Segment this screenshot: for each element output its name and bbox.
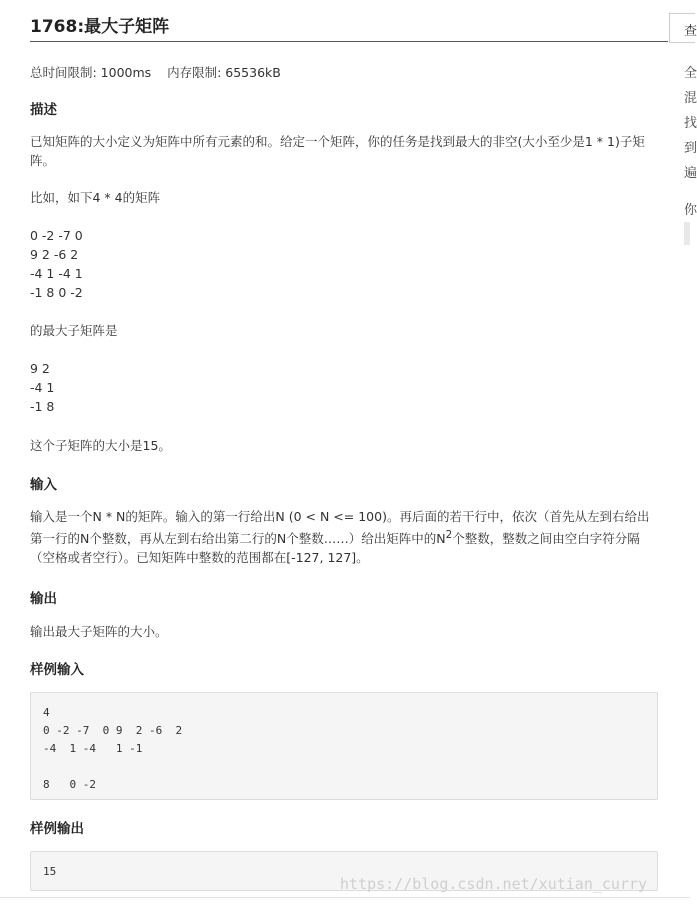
sidebar-tab-label: 查: [684, 24, 697, 39]
matrix-line: 9 2 -6 2: [30, 247, 79, 262]
sample-input-code: 4 0 -2 -7 0 9 2 -6 2 -4 1 -4 1 -1 8 0 -2: [43, 706, 183, 791]
description-heading: 描述: [30, 102, 57, 118]
watermark-text: https://blog.csdn.net/xutian_curry: [340, 875, 648, 893]
submatrix-line: -4 1: [30, 380, 55, 395]
input-heading: 输入: [30, 477, 57, 493]
output-heading: 输出: [30, 591, 57, 607]
submatrix-size-text: 这个子矩阵的大小是15。: [30, 438, 171, 453]
page-title: 1768:最大子矩阵: [30, 17, 170, 37]
sample-input-heading: 样例输入: [30, 662, 84, 678]
sidebar-fragment: 混: [684, 91, 697, 106]
description-paragraph: 已知矩阵的大小定义为矩阵中所有元素的和。给定一个矩阵，你的任务是找到最大的非空(大小至少是1 * 1)子矩阵。: [30, 134, 645, 168]
sidebar-fragment: 遍: [684, 166, 697, 181]
matrix-line: 0 -2 -7 0: [30, 228, 83, 243]
submatrix-line: -1 8: [30, 399, 55, 414]
input-text-part2: 个整数，整数之间由空白字符分隔（空格或者空行）。已知矩阵中整数的范围都在[-127, 127]。: [30, 531, 640, 566]
right-sidebar: [669, 0, 697, 905]
sidebar-fragment: 到: [684, 141, 697, 156]
input-superscript: 2: [445, 529, 453, 541]
sample-output-code: 15: [43, 865, 57, 878]
input-text-part1: 输入是一个N * N的矩阵。输入的第一行给出N (0 < N <= 100)。再后面的若干行中，依次（首先从左到右给出第一行的N个整数，再从左到右给出第二行的N个整数……）给出矩阵中的N: [30, 509, 650, 547]
sidebar-fragment: 找: [684, 116, 697, 131]
title-divider: [30, 41, 668, 42]
output-description: 输出最大子矩阵的大小。: [30, 624, 168, 639]
sample-output-heading: 样例输出: [30, 821, 84, 837]
input-description: [30, 507, 658, 567]
max-submatrix-intro: 的最大子矩阵是: [30, 323, 118, 338]
matrix-line: -1 8 0 -2: [30, 285, 83, 300]
matrix-line: -4 1 -4 1: [30, 266, 83, 281]
submatrix-line: 9 2: [30, 361, 50, 376]
limits-text: 总时间限制: 1000ms 内存限制: 65536kB: [30, 65, 281, 80]
sidebar-fragment: 你: [684, 203, 697, 218]
sidebar-input-fragment[interactable]: [684, 222, 690, 245]
bottom-border: [0, 897, 690, 898]
sidebar-tab[interactable]: [669, 13, 695, 43]
sidebar-fragment: 全: [684, 66, 697, 81]
sample-input-box: [30, 692, 658, 800]
description-example-intro: 比如，如下4 * 4的矩阵: [30, 190, 161, 205]
